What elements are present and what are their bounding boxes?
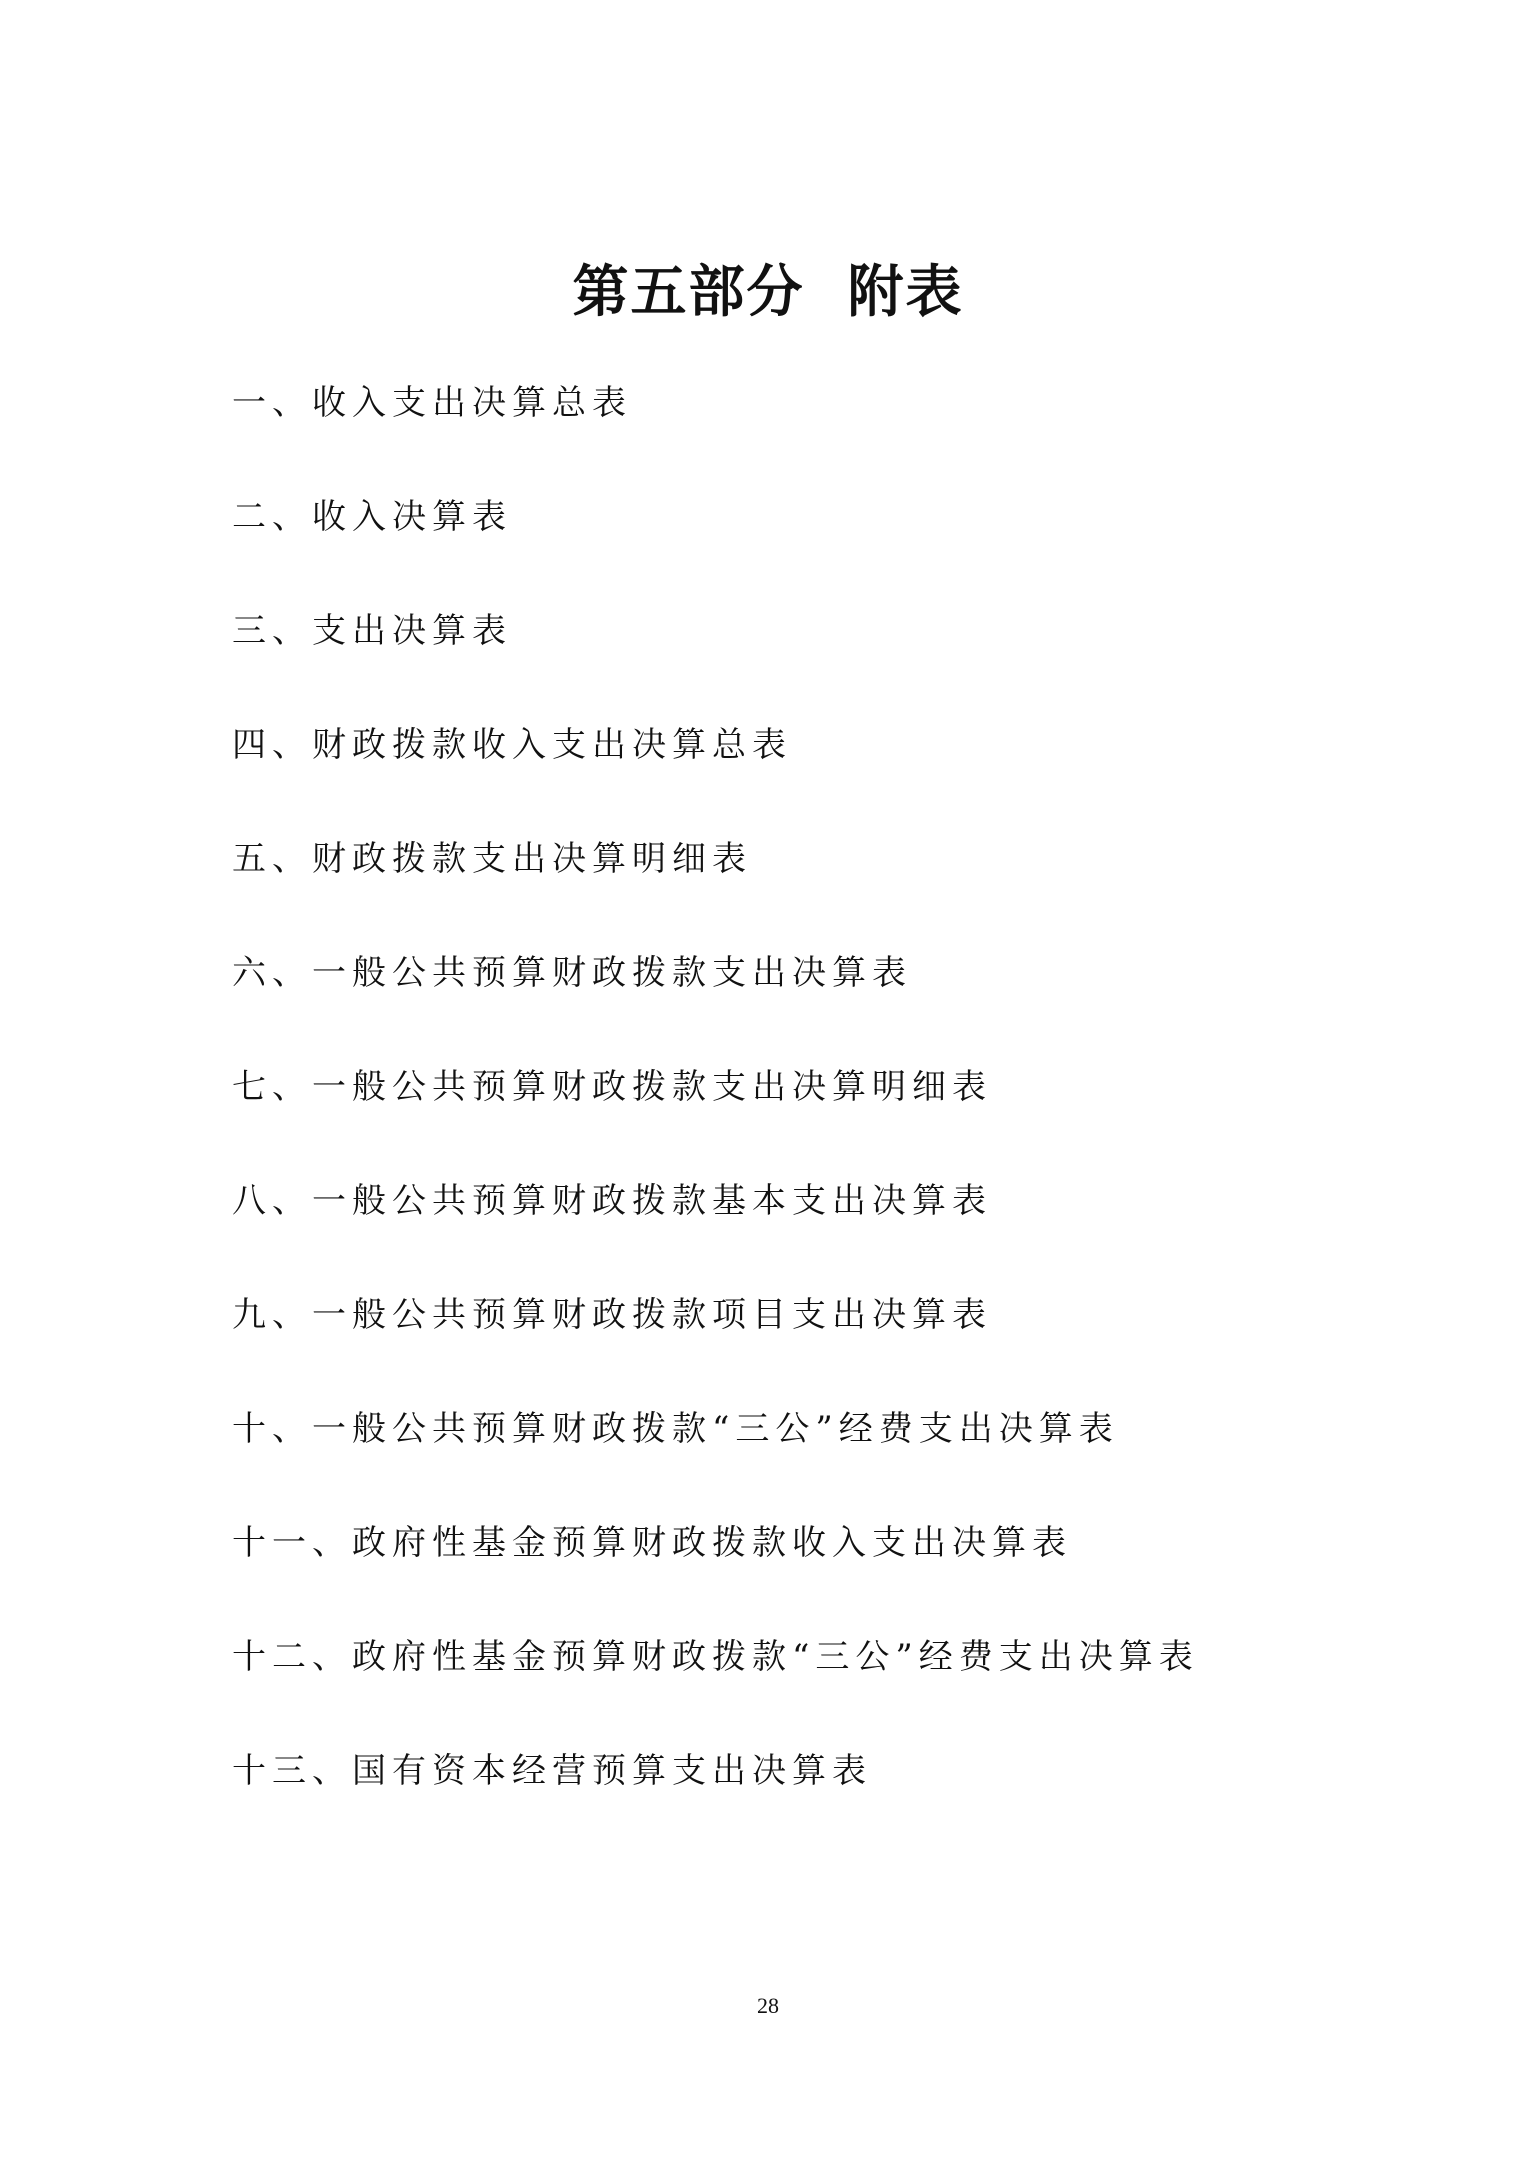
appendix-list [232, 380, 1432, 1862]
list-item: 九、一般公共预算财政拨款项目支出决算表 [232, 1295, 992, 1335]
list-item: 六、一般公共预算财政拨款支出决算表 [232, 953, 912, 993]
page-title: 第五部分 附表 [572, 260, 964, 325]
list-item: 四、财政拨款收入支出决算总表 [232, 725, 792, 765]
list-item: 五、财政拨款支出决算明细表 [232, 839, 752, 879]
list-item: 十、一般公共预算财政拨款“三公”经费支出决算表 [232, 1409, 1119, 1449]
list-item: 二、收入决算表 [232, 497, 512, 537]
list-item: 三、支出决算表 [232, 611, 512, 651]
list-item: 十一、政府性基金预算财政拨款收入支出决算表 [232, 1523, 1072, 1563]
list-item: 十三、国有资本经营预算支出决算表 [232, 1751, 872, 1791]
list-item: 十二、政府性基金预算财政拨款“三公”经费支出决算表 [232, 1637, 1199, 1677]
list-item: 七、一般公共预算财政拨款支出决算明细表 [232, 1067, 992, 1107]
list-item: 一、收入支出决算总表 [232, 383, 632, 423]
page-number: 28 [757, 1993, 779, 2018]
list-item: 八、一般公共预算财政拨款基本支出决算表 [232, 1181, 992, 1221]
